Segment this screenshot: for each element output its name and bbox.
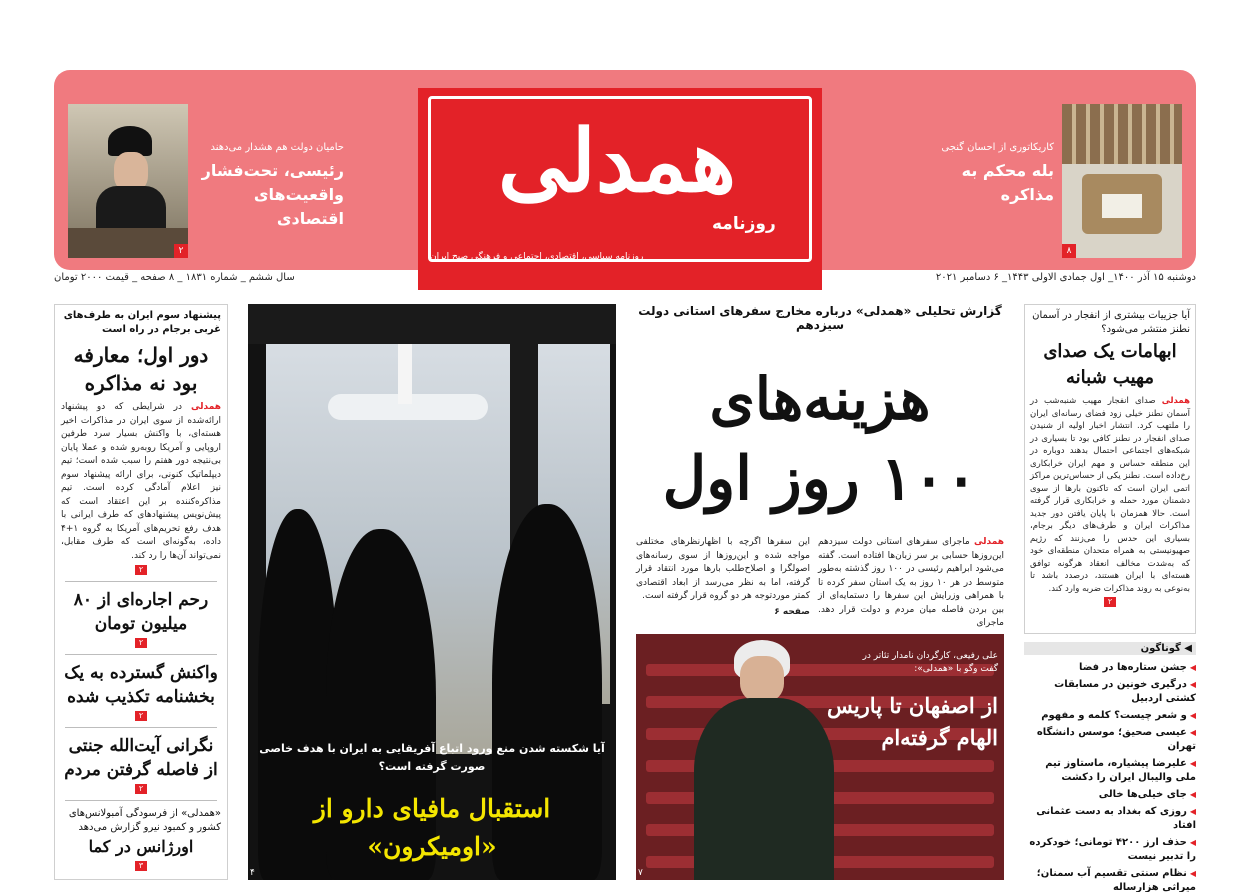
page-ref: ۲ [1104,597,1116,607]
divider [65,800,217,801]
misc-news-list [1024,661,1196,892]
list-item[interactable]: ◀ علیرضا پیشیاره، ماستاوز تیم ملی والیبال ایران را دکشت [1024,757,1196,785]
story-item[interactable] [61,807,221,871]
divider [65,581,217,582]
main-story-body-right [818,536,1004,631]
story-kicker: گزارش تحلیلی «همدلی» درباره مخارج سفرهای استانی دولت سیزدهم [638,304,1002,332]
issue-number: سال ششم _ شماره ۱۸۳۱ _ ۸ صفحه _ قیمت ۲۰۰۰ تومان [54,272,295,283]
airport-photo[interactable] [248,304,616,880]
page-number-badge: ۸ [1062,244,1076,258]
story-body [61,401,221,563]
issue-date: دوشنبه ۱۵ آذر ۱۴۰۰_ اول جمادی الاولی ۱۴۴۳_ ۶ دسامبر ۲۰۲۱ [935,272,1196,283]
interview-kicker: علی رفیعی، کارگردان نامدار تئاتر در گفت وگو با «همدلی»: [862,651,998,674]
misc-header [1024,642,1196,655]
list-item[interactable]: ◀ درگیری خونین در مسابقات کشتی اردبیل [1024,678,1196,706]
masthead-right-story[interactable] [910,142,1054,207]
main-headline-line1: هزینه‌های [709,365,931,433]
story-kicker: کاریکاتوری از احسان گنجی [941,142,1054,153]
story-headline: دور اول؛ معارفه بود نه مذاکره [73,343,209,395]
airplane-tail [398,344,412,404]
person-body [694,698,834,880]
story-text: این سفرها اگرچه با اظهارنظرهای مختلفی مواجه شده و این‌روزها از سوی رسانه‌های اصولگرا و اصلاح‌طلب بارها مورد انتقاد قرار گرفته، اما به نظر می‌رسد از ابعاد اقتصادی کمتر موردتوجه هر دو گروه قرار گرفته است. [636,537,810,601]
list-item[interactable]: ◀ جشن ستاره‌ها در فضا [1024,661,1196,675]
newspaper-logo[interactable]: همدلی [497,111,737,212]
story-text: ماجرای سفرهای استانی دولت سیزدهم این‌روزها حسابی بر سر زبان‌ها افتاده است. گفته می‌شود ابراهیم رئیسی در ۱۰۰ روز گذشته به‌طور متوسط در هر ۱۰ روز به یک استان سفر کرده تا با همراهی وزرایش این سفرها را دستمایه‌ای از بین بردن فاصله میان مردم و دولت قرار دهد. ماجرای [818,537,1005,628]
story-headline: بله محکم به مذاکره [961,161,1054,204]
page-ref: ۲ [135,565,147,575]
page-ref: صفحه ۶ [774,606,810,617]
president-photo [68,104,188,258]
story-item[interactable] [61,734,221,794]
misc-header-label: گوناگون [1140,643,1181,654]
main-headline-line2: ۱۰۰ روز اول [662,444,978,514]
story-kicker: آیا جزییات بیشتری از انفجار در آسمان نطنز منتشر می‌شود؟ [1032,310,1190,335]
window-frame [248,304,616,344]
right-column-lead[interactable] [1024,304,1196,634]
logo-tagline: روزنامه سیاسی، اقتصادی، اجتماعی و فرهنگی صبح ایران [430,252,644,262]
story-headline: واکنش گسترده به یک بخشنامه تکذیب شده [64,663,218,707]
page-ref: ۳ [135,861,147,871]
list-item[interactable]: ◀ حذف ارز ۴۲۰۰ تومانی؛ خودکرده را تدبیر نیست [1024,836,1196,864]
source-tag: همدلی [191,402,221,412]
photo-caption-headline: استقبال مافیای دارو از «اومیکرون» [313,794,551,861]
source-tag: همدلی [974,537,1004,547]
divider [65,727,217,728]
main-story-body-left [636,536,810,619]
story-headline: نگرانی آیت‌الله جنتی از فاصله گرفتن مردم [64,736,218,780]
list-item[interactable]: ◀ و شعر چیست؟ کلمه و مفهوم [1024,709,1196,723]
story-headline: اورژانس در کما [88,837,194,856]
arrow-left-icon: ◀ [1184,643,1192,654]
misc-news-box [1024,642,1196,892]
masthead-left-story[interactable] [194,142,344,231]
page-ref: ۷ [638,868,643,878]
page-ref: ۲ [135,638,147,648]
divider [65,654,217,655]
list-item[interactable]: ◀ روزی که بغداد به دست عثمانی افتاد [1024,805,1196,833]
story-body [1030,395,1190,595]
story-headline: رحم اجاره‌ای از ۸۰ میلیون تومان [73,590,209,634]
interview-photo[interactable] [636,634,1004,880]
page-number-badge: ۲ [174,244,188,258]
story-text: در شرایطی که دو پیشنهاد ارائه‌شده از سوی ایران در مذاکرات اخیر هسته‌ای، با واکنش بسیار سرد طرفین اروپایی و آمریکا روبه‌رو شده و عملا پایان بی‌نتیجه دور هفتم را سبب شده است؛ تیم دیپلماتیک کنونی، برای ارائه پیشنهاد سوم نیز اعلام آمادگی کرده است. تیم مذاکره‌کننده بر این اعتقاد است که پیش‌نویس پیشنهادهای که طرف ایرانی با هدف رفع تحریم‌های آمریکا به گروه ۱+۴ داده، به‌گونه‌ای است که طرف مقابل، نمی‌تواند آن‌ها را رد کند. [61,402,221,561]
story-headline: ابهامات یک صدای مهیب شبانه [1043,341,1177,388]
left-column [54,304,228,880]
page-ref: ۲ [135,784,147,794]
main-story[interactable] [636,304,1004,520]
logo-subtitle: روزنامه [712,214,776,234]
list-item[interactable]: ◀ عیسی صحیق؛ موسس دانشگاه تهران [1024,726,1196,754]
person-face [740,656,784,702]
lead-story-left[interactable] [61,309,221,575]
list-item[interactable]: ◀ نظام سنتی تقسیم آب سمنان؛ میراثی هزارساله [1024,867,1196,892]
interview-headline: از اصفهان تا پاریس الهام گرفته‌ام [827,693,998,750]
story-kicker: «همدلی» از فرسودگی آمبولانس‌های کشور و کمبود نیرو گزارش می‌دهد [68,808,221,833]
story-kicker: حامیان دولت هم هشدار می‌دهند [210,142,344,153]
page-ref: ۴ [250,868,255,878]
story-kicker: پیشنهاد سوم ایران به طرف‌های غربی برجام در راه است [63,310,221,335]
story-headline: رئیسی، تحت‌فشار واقعیت‌های اقتصادی [201,161,344,228]
photo-caption-kicker: آیا شکسته شدن منع ورود اتباع آفریقایی به ایران با هدف خاصی صورت گرفته است؟ [259,742,605,773]
page-ref: ۲ [135,711,147,721]
list-item[interactable]: ◀ جای خیلی‌ها خالی [1024,788,1196,802]
source-tag: همدلی [1161,396,1191,406]
story-text: صدای انفجار مهیب شنبه‌شب در آسمان نطنز خیلی زود فضای رسانه‌ای ایران را ملتهب کرد. انتشار اخبار اولیه از شنیدن صدای انفجار در نطنز کافی بود تا بسیاری در شبکه‌های اجتماعی احتمال بدهند دوباره در این منطقه حساس و مهم ایران خرابکاری رخ‌داده است. نطنز یکی از حساس‌ترین مراکز اتمی ایران است که تاکنون بارها از سوی دشمنان مورد حمله و خرابکاری قرار گرفته است. حالا همزمان با پایان یافتن دور جدید مذاکرات ایران و طرف‌های دیگر برجام، بسیاری این حدس را می‌زنند که رژیم صهیونیستی به همراه متحدان منطقه‌ای خود که به‌شدت مخالف انعقاد هرگونه توافق هسته‌ای با ایران هستند، درصدد باشد تا به‌نوعی به روند مذاکرات ضربه وارد کند. [1030,396,1190,594]
story-item[interactable] [61,588,221,648]
caricature-image [1062,104,1182,258]
story-item[interactable] [61,661,221,721]
